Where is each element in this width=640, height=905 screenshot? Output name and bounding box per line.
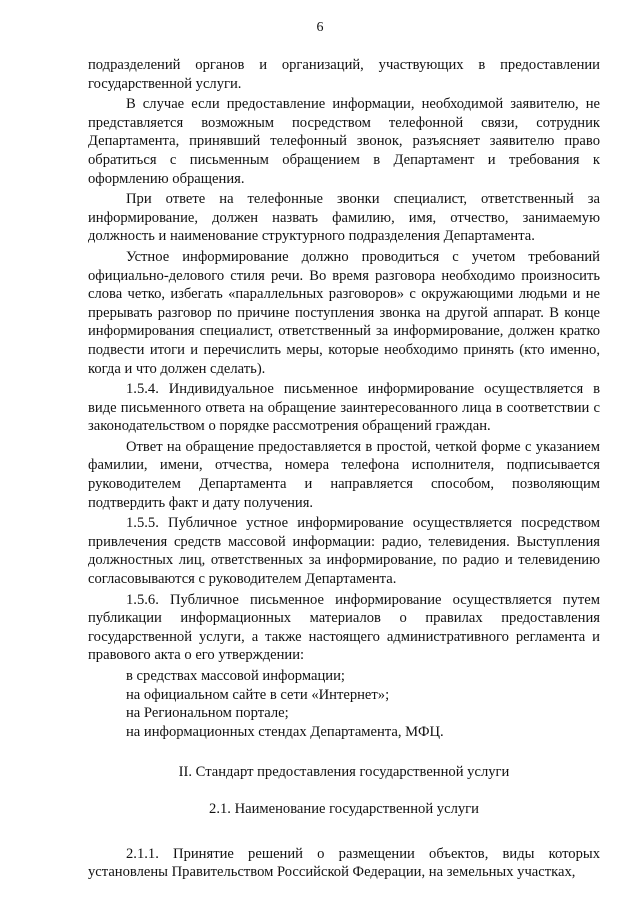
paragraph-1-5-4: 1.5.4. Индивидуальное письменное информирование осуществляется в виде письменного ответа на обращение заинтересованного лица в соответствии с законодательством о порядке рассмотрения обращений граждан.: [88, 381, 600, 435]
subsection-heading: 2.1. Наименование государственной услуги: [209, 800, 479, 817]
page-number: 6: [316, 20, 324, 35]
paragraph-1-5-5: 1.5.5. Публичное устное информирование осуществляется посредством привлечения средств массовой информации: радио, телевидения. Выступления должностных лиц, ответственных за информирование, по радио и телевидению согласовываются с руководителем Департамента.: [88, 515, 600, 588]
paragraph-oral-informing: Устное информирование должно проводиться с учетом требований официально-делового стиля речи. Во время разговора необходимо произносить слова четко, избегать «параллельных разговоров» с окружающими людьми и не прерывать разговор по причине поступления звонка на другой аппарат. В конце информирования специалист, ответственный за информирование, должен кратко подвести итоги и перечислить меры, которые необходимо принять (кто именно, когда и что должен сделать).: [88, 248, 600, 377]
list-item: на информационных стендах Департамента, МФЦ.: [126, 723, 444, 740]
paragraph-continuation: подразделений органов и организаций, участвующих в предоставлении государственной услуги.: [88, 57, 600, 92]
paragraph-phone-unavailable: В случае если предоставление информации, необходимой заявителю, не представляется возможным посредством телефонной связи, сотрудник Департамента, принявший телефонный звонок, разъясняет заявителю право обратиться с письменным обращением в Департамент и требования к оформлению обращения.: [88, 96, 600, 187]
paragraph-response-form: Ответ на обращение предоставляется в простой, четкой форме с указанием фамилии, имени, отчества, номера телефона исполнителя, подписывается руководителем Департамента и направляется способом, позволяющим подтвердить факт и дату получения.: [88, 438, 600, 511]
list-item: на официальном сайте в сети «Интернет»;: [126, 686, 390, 703]
paragraph-2-1-1: 2.1.1. Принятие решений о размещении объектов, виды которых установлены Правительством Российской Федерации, на земельных участках,: [88, 845, 600, 881]
list-item: на Региональном портале;: [126, 705, 289, 722]
section-heading: II. Стандарт предоставления государственной услуги: [178, 764, 510, 781]
list-item: в средствах массовой информации;: [126, 668, 345, 684]
document-body: [88, 56, 600, 882]
paragraph-1-5-6: 1.5.6. Публичное письменное информирование осуществляется путем публикации информационных материалов о правилах предоставления государственной услуги, а также настоящего административного регламента и правового акта о его утверждении:: [88, 591, 600, 664]
paragraph-phone-answer: При ответе на телефонные звонки специалист, ответственный за информирование, должен назвать фамилию, имя, отчество, занимаемую должность и наименование структурного подразделения Департамента.: [88, 191, 600, 245]
